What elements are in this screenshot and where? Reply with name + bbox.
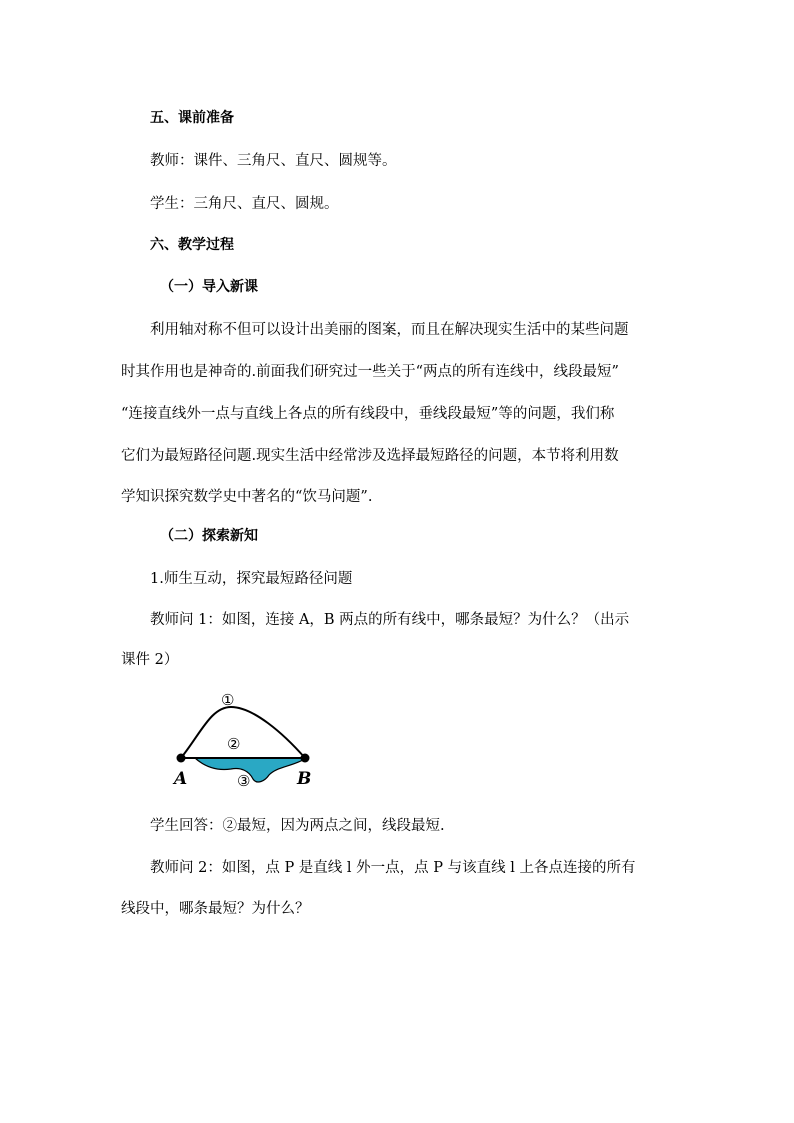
question1-line-2: 课件 2） [121, 652, 179, 668]
point-b-label: B [297, 769, 312, 789]
path-2-label: ② [227, 735, 241, 753]
shortest-path-figure [165, 683, 335, 791]
point-a-dot [177, 754, 186, 763]
path-1-curve [181, 707, 305, 758]
intro-line-3: “连接直线外一点与直线上各点的所有线段中，垂线段最短”等的问题，我们称 [121, 406, 615, 422]
question2-line-2: 线段中，哪条最短？为什么？ [121, 901, 310, 917]
part1-heading: （一）导入新课 [160, 279, 258, 295]
answer1: 学生回答：②最短，因为两点之间，线段最短. [150, 818, 445, 834]
teacher-prep: 教师：课件、三角尺、直尺、圆规等。 [150, 153, 397, 169]
point-a-label: A [174, 769, 188, 789]
intro-line-1: 利用轴对称不但可以设计出美丽的图案，而且在解决现实生活中的某些问题 [150, 322, 629, 338]
student-prep: 学生：三角尺、直尺、圆规。 [150, 196, 339, 212]
sub1-title: 1.师生互动，探究最短路径问题 [150, 571, 353, 587]
part2-heading: （二）探索新知 [160, 528, 258, 544]
section6-heading: 六、教学过程 [150, 237, 234, 253]
question1-line-1: 教师问 1：如图，连接 A，B 两点的所有线中，哪条最短？为什么？（出示 [150, 612, 630, 628]
question2-line-1: 教师问 2：如图，点 P 是直线 l 外一点，点 P 与该直线 l 上各点连接的所有 [150, 860, 636, 876]
intro-line-5: 学知识探究数学史中著名的“饮马问题”. [121, 489, 373, 505]
intro-line-4: 它们为最短路径问题.现实生活中经常涉及选择最短路径的问题，本节将利用数 [121, 448, 619, 464]
intro-line-2: 时其作用也是神奇的.前面我们研究过一些关于“两点的所有连线中，线段最短” [121, 364, 619, 380]
path-1-label: ① [221, 691, 235, 709]
point-b-dot [301, 754, 310, 763]
section5-heading: 五、课前准备 [150, 110, 234, 126]
path-3-label: ③ [237, 772, 251, 790]
